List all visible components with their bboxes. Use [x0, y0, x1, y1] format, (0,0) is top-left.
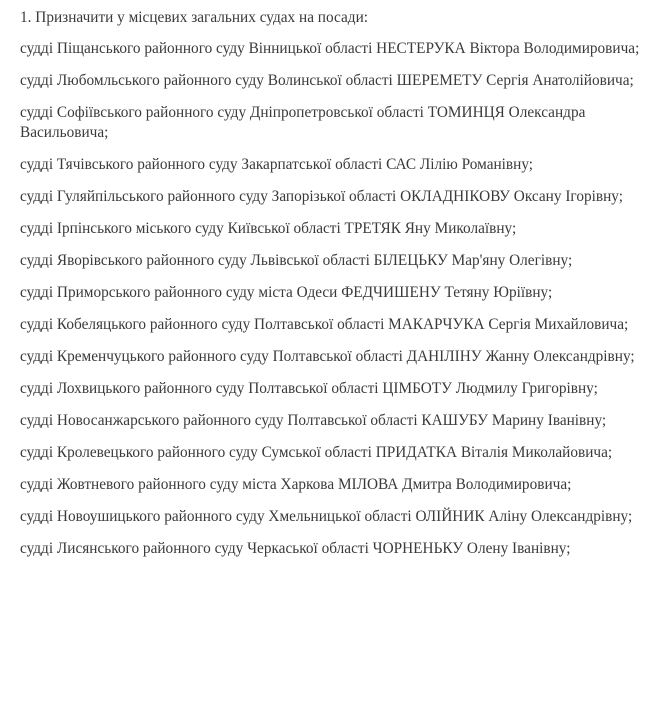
appointment-item: судді Піщанського районного суду Вінницької області НЕСТЕРУКА Віктора Володимировича; [20, 40, 640, 57]
appointment-item: судді Новосанжарського районного суду Полтавської області КАШУБУ Марину Іванівну; [20, 412, 607, 429]
appointment-item: судді Гуляйпільського районного суду Запорізької області ОКЛАДНІКОВУ Оксану Ігорівну; [20, 188, 623, 205]
section-heading: 1. Призначити у місцевих загальних судах на посади: [20, 9, 369, 26]
appointment-item: судді Тячівського районного суду Закарпатської області САС Лілію Романівну; [20, 156, 534, 173]
appointment-item: судді Яворівського районного суду Львівської області БІЛЕЦЬКУ Мар'яну Олегівну; [20, 252, 573, 269]
appointment-item: судді Ірпінського міського суду Київської області ТРЕТЯК Яну Миколаївну; [20, 220, 517, 237]
appointment-item: судді Жовтневого районного суду міста Харкова МІЛОВА Дмитра Володимировича; [20, 476, 572, 493]
appointment-item: судді Лисянського районного суду Черкаської області ЧОРНЕНЬКУ Олену Іванівну; [20, 540, 571, 557]
appointment-item: судді Кременчуцького районного суду Полтавської області ДАНІЛІНУ Жанну Олександрівну; [20, 348, 635, 365]
appointment-item: судді Лохвицького районного суду Полтавської області ЦІМБОТУ Людмилу Григорівну; [20, 380, 598, 397]
appointment-item: судді Новоушицького районного суду Хмельницької області ОЛІЙНИК Аліну Олександрівну; [20, 508, 633, 525]
appointment-item: судді Кобеляцького районного суду Полтавської області МАКАРЧУКА Сергія Михайловича; [20, 316, 629, 333]
appointment-item: судді Софіївського районного суду Дніпропетровської області ТОМИНЦЯ Олександра Васильовича; [20, 104, 586, 141]
appointment-item: судді Кролевецького районного суду Сумської області ПРИДАТКА Віталія Миколайовича; [20, 444, 613, 461]
appointment-item: судді Приморського районного суду міста Одеси ФЕДЧИШЕНУ Тетяну Юріївну; [20, 284, 553, 301]
appointment-item: судді Любомльського районного суду Волинської області ШЕРЕМЕТУ Сергія Анатолійовича; [20, 72, 634, 89]
